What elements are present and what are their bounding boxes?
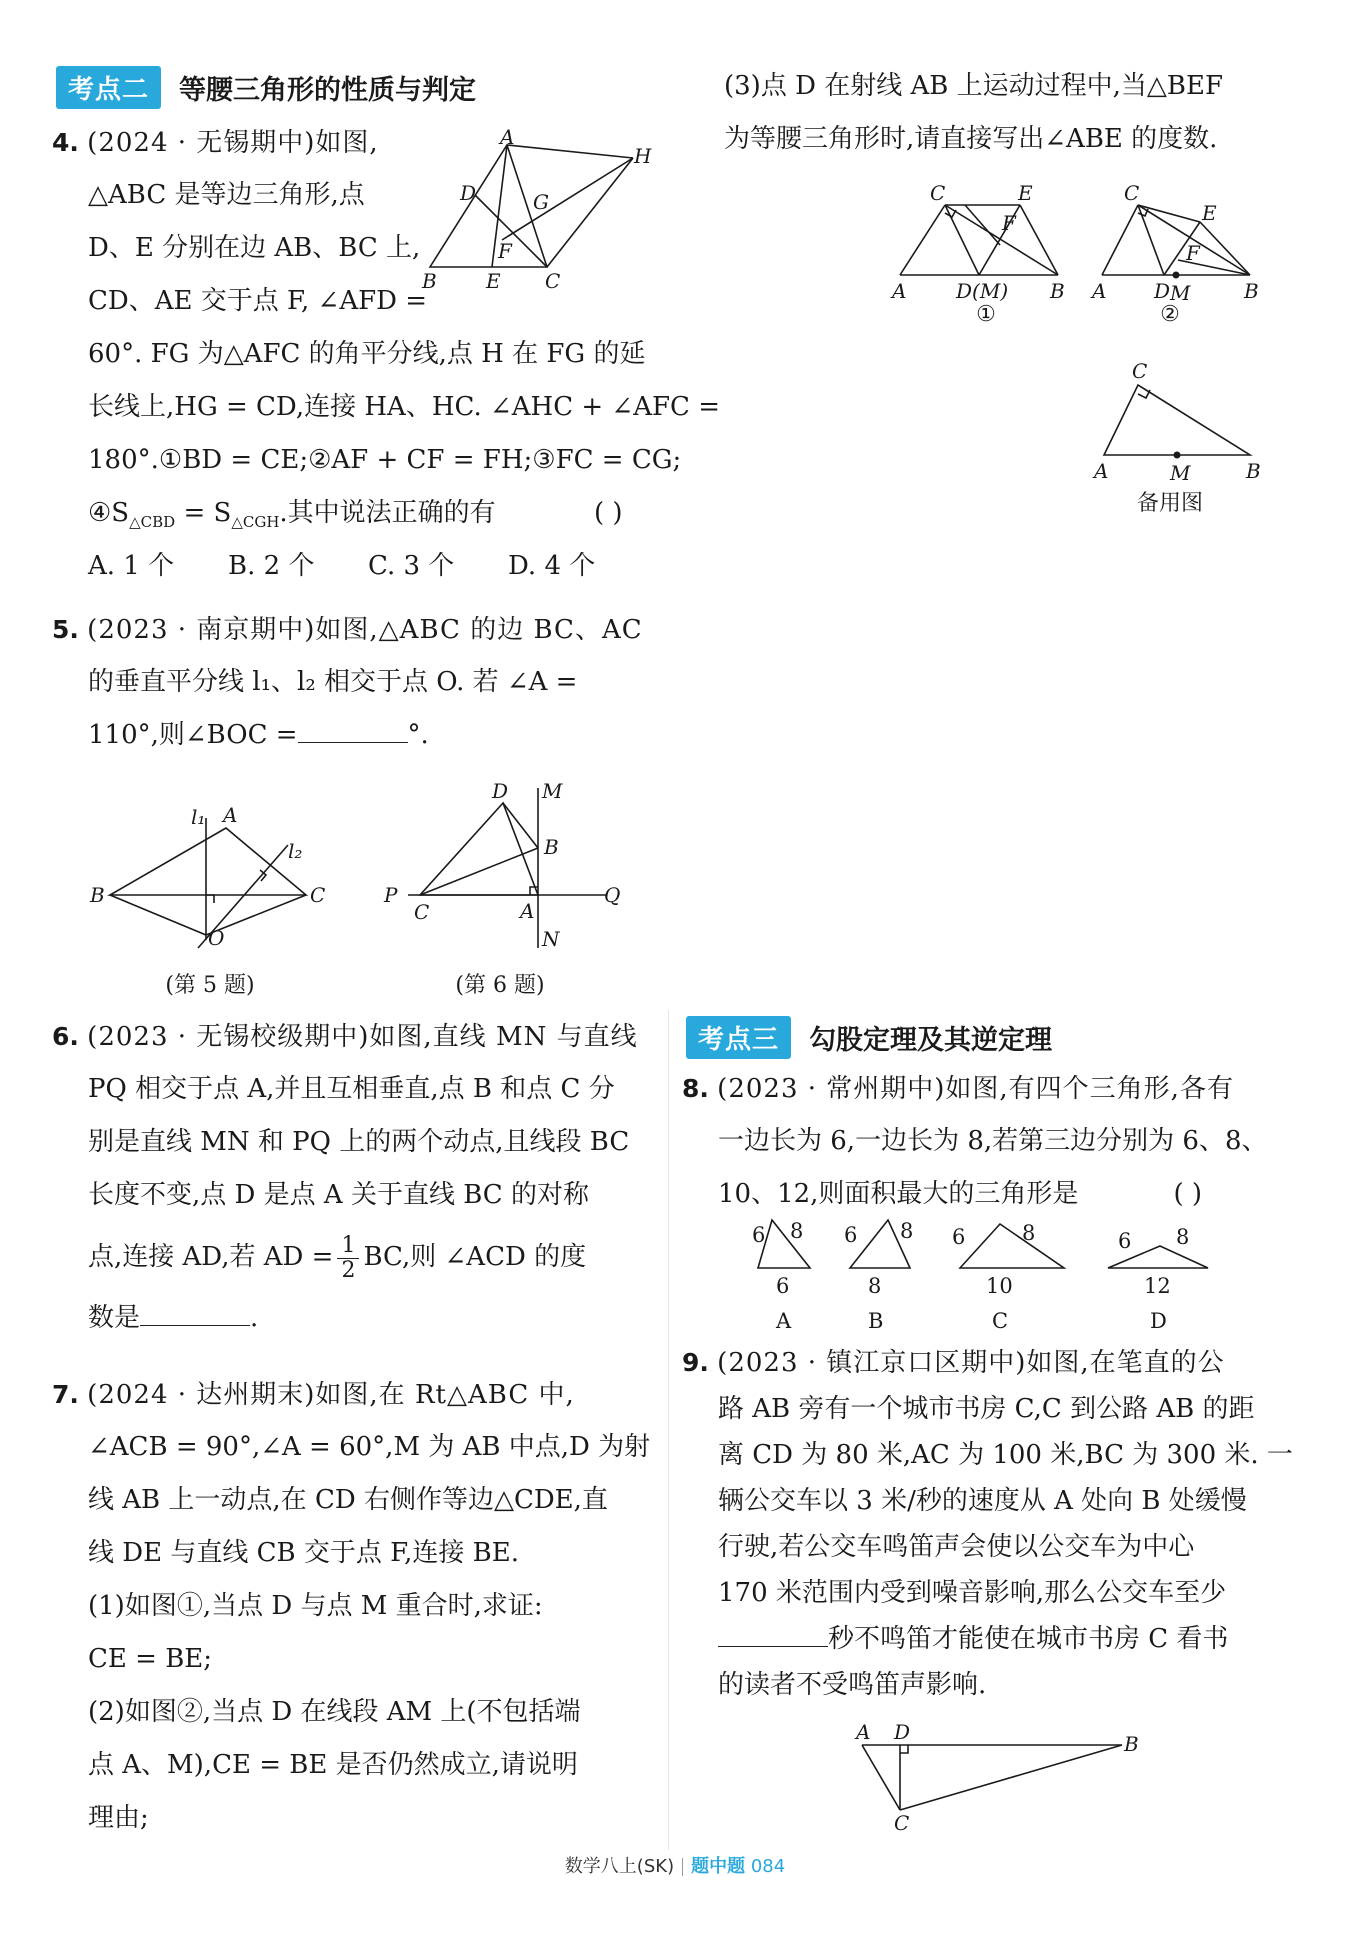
question-line: 点 A、M),CE = BE 是否仍然成立,请说明 (88, 1750, 578, 1780)
tri-b-base: 8 (868, 1274, 882, 1298)
option-a: A. 1 个 (88, 551, 175, 581)
label-e: E (1202, 201, 1217, 225)
question-line: PQ 相交于点 A,并且互相垂直,点 B 和点 C 分 (88, 1074, 615, 1104)
question-line: 长线上,HG = CD,连接 HA、HC. ∠AHC + ∠AFC = (88, 392, 720, 422)
question-line: 长度不变,点 D 是点 A 关于直线 BC 的对称 (88, 1180, 589, 1210)
section-badge: 考点三 (686, 1016, 791, 1059)
question-5 (52, 603, 652, 762)
question-number: 7. (52, 1380, 79, 1409)
question-line: 离 CD 为 80 米,AC 为 100 米,BC 为 300 米. 一 (718, 1440, 1293, 1470)
label-b: B (1244, 279, 1259, 303)
option-d: D. 4 个 (508, 551, 596, 581)
tri-b-left: 6 (844, 1223, 858, 1247)
tri-d-letter: D (1150, 1309, 1167, 1333)
label-b: B (544, 835, 559, 859)
question-number: 4. (52, 128, 79, 157)
question-number: 8. (682, 1074, 709, 1103)
question-line: (2023 · 镇江京口区期中)如图,在笔直的公 (717, 1348, 1225, 1378)
label-c: C (930, 181, 946, 205)
figure-caption: ① (976, 302, 996, 327)
answer-paren: ( ) (1173, 1179, 1202, 1209)
question-line: 10、12,则面积最大的三角形是 ( ) (718, 1179, 1202, 1209)
figure-caption: ② (1160, 302, 1180, 327)
label-n: N (542, 927, 560, 951)
question-9 (682, 1340, 1322, 1708)
label-g: G (533, 190, 549, 214)
book-title: 数学八上(SK) (564, 1856, 675, 1877)
tri-a-left: 6 (752, 1223, 766, 1247)
label-c: C (1132, 359, 1148, 383)
question-line: 辆公交车以 3 米/秒的速度从 A 处向 B 处缓慢 (718, 1486, 1247, 1516)
question-line: 的读者不受鸣笛声影响. (718, 1670, 987, 1700)
label-e: E (486, 269, 501, 293)
figure-caption: (第 6 题) (455, 973, 545, 998)
question-line: 线 AB 上一动点,在 CD 右侧作等边△CDE,直 (88, 1485, 608, 1515)
question-line: 180°.①BD = CE;②AF + CF = FH;③FC = CG; (88, 445, 682, 475)
label-l2: l₂ (288, 839, 303, 863)
label-m: M (542, 779, 563, 803)
label-h: H (634, 144, 652, 168)
tri-a-letter: A (776, 1309, 792, 1333)
label-a: A (892, 279, 907, 303)
question-line: 数是 . (88, 1303, 259, 1333)
label-m: M (1170, 461, 1191, 485)
tri-d-left: 6 (1118, 1229, 1132, 1253)
tri-a-right: 8 (790, 1219, 804, 1243)
figure-q9 (842, 1715, 1142, 1835)
section-header-3 (686, 1016, 1052, 1059)
question-line: 线 DE 与直线 CB 交于点 F,连接 BE. (88, 1538, 520, 1568)
section-title: 等腰三角形的性质与判定 (179, 75, 477, 106)
answer-options (52, 540, 652, 593)
label-f: F (1186, 241, 1200, 265)
label-d-m: D(M) (956, 279, 1009, 303)
label-d: D (460, 181, 477, 205)
answer-paren: ( ) (593, 498, 623, 528)
option-b: B. 2 个 (228, 551, 315, 581)
question-line: (3)点 D 在射线 AB 上运动过程中,当△BEF (724, 71, 1224, 101)
question-number: 5. (52, 615, 79, 644)
label-b: B (1124, 1732, 1139, 1756)
question-line: 为等腰三角形时,请直接写出∠ABE 的度数. (724, 124, 1218, 154)
tri-b-right: 8 (900, 1219, 914, 1243)
question-8 (682, 1062, 1322, 1221)
question-line: 的垂直平分线 l₁、l₂ 相交于点 O. 若 ∠A = (88, 667, 578, 697)
page-footer (0, 1852, 1350, 1878)
column-divider (668, 1010, 669, 1850)
tri-c-right: 8 (1022, 1221, 1036, 1245)
question-number: 9. (682, 1348, 709, 1377)
tri-a-base: 6 (776, 1274, 790, 1298)
label-q: Q (604, 883, 621, 907)
page-number: 084 (750, 1856, 786, 1877)
label-c: C (310, 883, 326, 907)
question-6 (52, 1010, 652, 1345)
figure-caption: 备用图 (1136, 491, 1203, 516)
question-line: (2023 · 常州期中)如图,有四个三角形,各有 (717, 1074, 1234, 1104)
label-c: C (894, 1811, 910, 1835)
question-line: (2024 · 无锡期中)如图, (87, 128, 379, 158)
label-l1: l₁ (191, 805, 206, 829)
label-o: O (208, 926, 225, 950)
question-7-part-3 (724, 60, 1324, 166)
question-line: D、E 分别在边 AB、BC 上, (88, 233, 421, 263)
label-m: M (1170, 281, 1191, 305)
question-line: CD、AE 交于点 F, ∠AFD = (88, 286, 428, 316)
label-a: A (856, 1720, 871, 1744)
label-p: P (384, 883, 398, 907)
label-d: D (1154, 279, 1171, 303)
section-title: 勾股定理及其逆定理 (809, 1025, 1053, 1056)
question-7 (52, 1368, 652, 1845)
figure-q8 (740, 1210, 1340, 1340)
question-line: $④S_{\triangle CBD} = S_{\triangle CGH}$.其中说法正确的有 ( ) (88, 498, 623, 532)
question-line: 170 米范围内受到噪音影响,那么公交车至少 (718, 1578, 1227, 1608)
option-c: C. 3 个 (368, 551, 455, 581)
question-line: (2023 · 南京期中)如图,△ABC 的边 BC、AC (87, 615, 643, 645)
tri-d-right: 8 (1176, 1225, 1190, 1249)
question-line: (1)如图①,当点 D 与点 M 重合时,求证: (88, 1591, 543, 1621)
question-line: 110°,则∠BOC = °. (88, 720, 429, 750)
question-line: (2023 · 无锡校级期中)如图,直线 MN 与直线 (87, 1022, 638, 1052)
footer-separator (682, 1858, 683, 1876)
label-b: B (1246, 459, 1261, 483)
label-f: F (1002, 211, 1016, 235)
answer-blank[interactable] (718, 1646, 828, 1647)
fraction: $\frac{1}{2}$ (337, 1234, 359, 1283)
label-b: B (90, 883, 105, 907)
label-a: A (1092, 279, 1107, 303)
label-e: E (1018, 181, 1033, 205)
question-line: 别是直线 MN 和 PQ 上的两个动点,且线段 BC (88, 1127, 630, 1157)
label-a: A (1094, 459, 1109, 483)
question-line: CE = BE; (88, 1644, 213, 1674)
question-line: 行驶,若公交车鸣笛声会使以公交车为中心 (718, 1532, 1195, 1562)
figure-q6 (378, 778, 628, 958)
label-d: D (492, 779, 509, 803)
tri-b-letter: B (868, 1309, 884, 1333)
question-line: 路 AB 旁有一个城市书房 C,C 到公路 AB 的距 (718, 1394, 1255, 1424)
question-number: 6. (52, 1022, 79, 1051)
question-line: △ABC 是等边三角形,点 (88, 180, 365, 210)
question-line: 理由; (88, 1803, 149, 1833)
brand-name: 题中题 (691, 1856, 746, 1877)
question-line: 点,连接 AD,若 AD = $\frac{1}{2}$ BC,则 ∠ACD 的度 (88, 1232, 587, 1283)
tri-d-base: 12 (1144, 1274, 1171, 1298)
figure-q4 (420, 125, 660, 300)
label-d: D (894, 1720, 911, 1744)
figure-q7-spare (1092, 359, 1262, 485)
section-badge: 考点二 (56, 66, 161, 109)
question-line: 秒不鸣笛才能使在城市书房 C 看书 (682, 1616, 1322, 1662)
label-c: C (1124, 181, 1140, 205)
label-a: A (520, 899, 535, 923)
label-f: F (498, 239, 512, 263)
question-line: 60°. FG 为△AFC 的角平分线,点 H 在 FG 的延 (88, 339, 646, 369)
question-line: 一边长为 6,一边长为 8,若第三边分别为 6、8、 (718, 1126, 1268, 1156)
answer-blank[interactable] (140, 1325, 250, 1326)
label-b: B (422, 269, 437, 293)
section-header-2 (56, 66, 476, 109)
label-a: A (223, 803, 238, 827)
figure-q5 (88, 800, 338, 950)
question-line: (2024 · 达州期末)如图,在 Rt△ABC 中, (87, 1380, 575, 1410)
question-line: ∠ACB = 90°,∠A = 60°,M 为 AB 中点,D 为射 (88, 1432, 651, 1462)
label-a: A (500, 125, 515, 149)
label-c: C (414, 900, 430, 924)
label-c: C (545, 269, 561, 293)
label-b: B (1050, 279, 1065, 303)
tri-c-left: 6 (952, 1225, 966, 1249)
tri-c-letter: C (992, 1309, 1009, 1333)
answer-blank[interactable] (298, 742, 408, 743)
tri-c-base: 10 (986, 1274, 1013, 1298)
question-line: (2)如图②,当点 D 在线段 AM 上(不包括端 (88, 1697, 581, 1727)
figure-caption: (第 5 题) (165, 973, 255, 998)
